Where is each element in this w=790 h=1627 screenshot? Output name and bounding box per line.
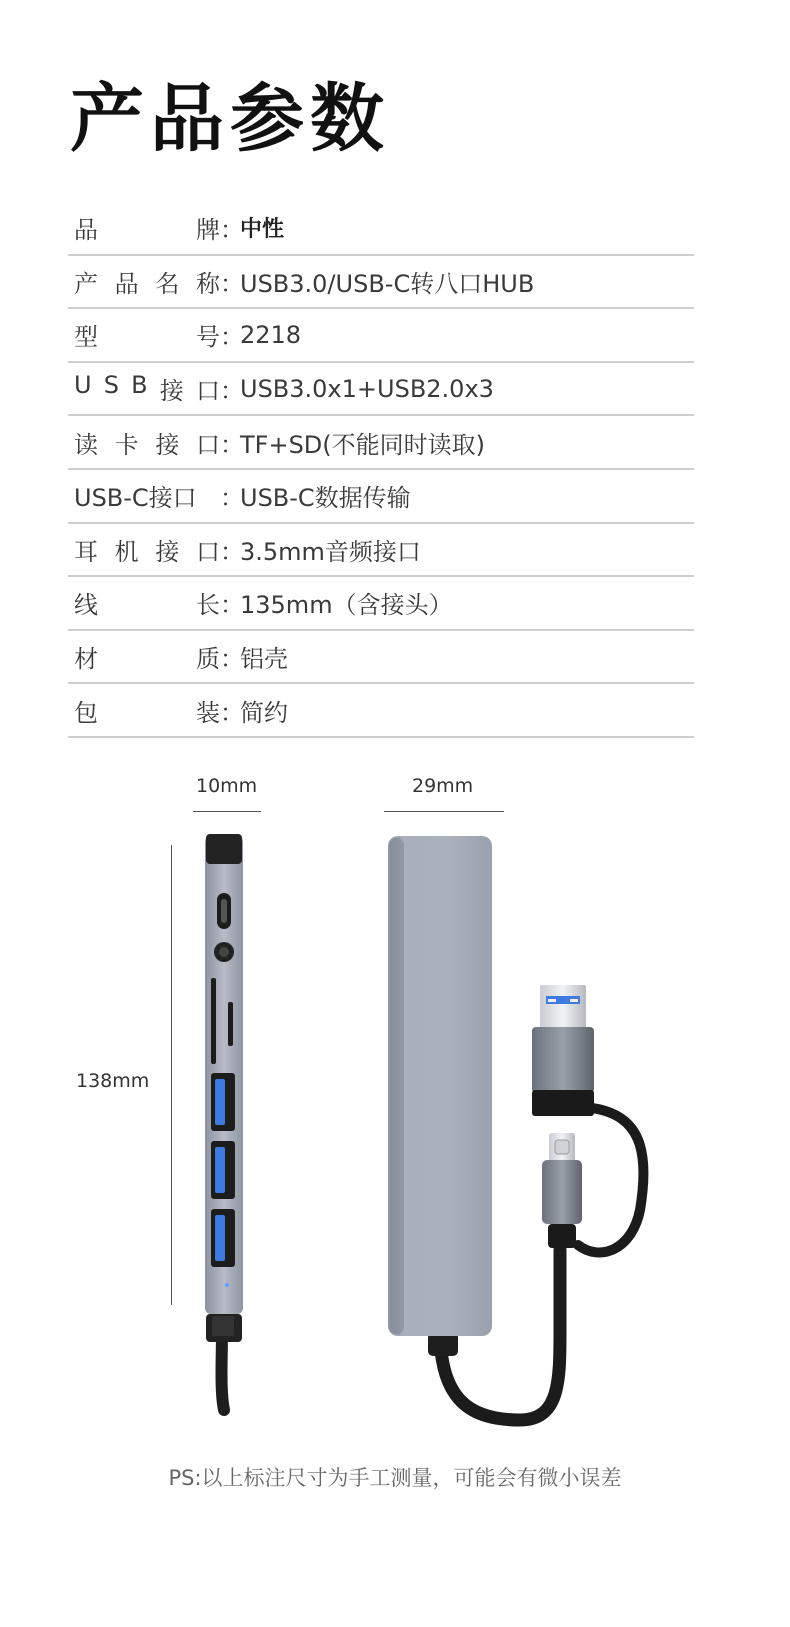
spec-colon: ： [220, 645, 244, 674]
spec-value: TF+SD(不能同时读取) [240, 430, 486, 459]
spec-label-char: 接 [155, 537, 180, 566]
spec-colon: ： [220, 269, 244, 298]
spec-label-char: U [74, 371, 92, 400]
spec-label-char: 卡 [114, 430, 139, 459]
spec-value: 3.5mm音频接口 [240, 537, 421, 566]
spec-colon: ： [220, 377, 244, 406]
spec-value: USB-C数据传输 [240, 484, 411, 513]
side-width-label: 10mm [196, 775, 258, 797]
spec-label-char: 接 [155, 430, 180, 459]
spec-label-char: 线 [74, 591, 98, 620]
spec-label-char: 材 [74, 645, 98, 674]
spec-label-char: 耳 [74, 537, 98, 566]
spec-label-char: 品 [114, 269, 139, 298]
spec-label-char: 机 [114, 537, 139, 566]
spec-label-char: 品 [74, 216, 98, 245]
spec-colon: ： [220, 430, 244, 459]
spec-value: 2218 [240, 320, 302, 349]
spec-colon: ： [220, 323, 244, 352]
spec-label-char: 称 [195, 269, 220, 298]
spec-value: USB3.0/USB-C转八口HUB [240, 269, 535, 298]
spec-label-char: 名 [155, 269, 180, 298]
hub-top-view [388, 836, 560, 1420]
length-label: 138mm [76, 1070, 150, 1092]
spec-colon: ： [220, 698, 244, 727]
spec-label-char: 质 [196, 645, 220, 674]
spec-colon: ： [220, 216, 244, 245]
measurement-note: PS:以上标注尺寸为手工测量，可能会有微小误差 [168, 1466, 622, 1490]
spec-colon: ： [220, 484, 244, 513]
spec-label-char: 口 [195, 537, 220, 566]
spec-label-char: 接 [159, 377, 184, 406]
spec-label-char: 型 [74, 323, 98, 352]
spec-value: 中性 [240, 217, 285, 243]
spec-value: 135mm（含接头） [240, 591, 453, 620]
spec-label-char: 包 [74, 698, 98, 727]
hub-side-view [205, 834, 243, 1410]
spec-label-char: 装 [196, 698, 220, 727]
spec-value: 铝壳 [240, 645, 288, 674]
spec-label-char: USB-C接口 [74, 484, 197, 513]
top-width-label: 29mm [412, 775, 474, 797]
spec-label-char: S [103, 371, 119, 400]
spec-label-char: 口 [195, 430, 220, 459]
spec-value: 简约 [240, 698, 288, 727]
spec-label-char: 牌 [196, 216, 220, 245]
spec-label-char: B [131, 371, 148, 400]
spec-label-char: 口 [195, 377, 220, 406]
spec-label-char: 产 [74, 269, 98, 298]
page-title: 产品参数 [70, 76, 390, 162]
spec-label-char: 读 [74, 430, 98, 459]
usb-adapter-plugs [532, 985, 644, 1252]
spec-value: USB3.0x1+USB2.0x3 [240, 374, 494, 403]
spec-label-char: 长 [196, 591, 220, 620]
spec-label-char: 号 [196, 323, 220, 352]
spec-colon: ： [220, 591, 244, 620]
spec-colon: ： [220, 537, 244, 566]
